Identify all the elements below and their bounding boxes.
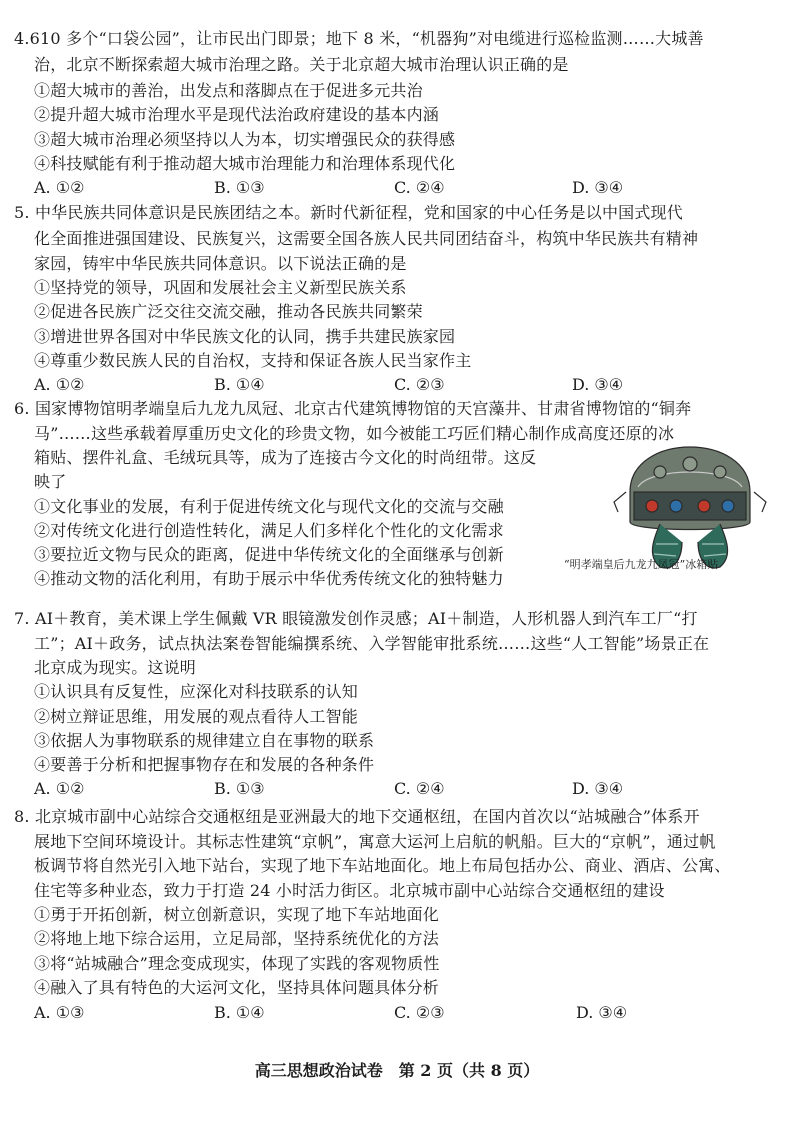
- q5-stem-line-2: 化全面推进强国建设、民族复兴，这需要全国各族人民共同团结奋斗，构筑中华民族共有精神: [34, 229, 699, 248]
- q8-item-4: ④融入了具有特色的大运河文化，坚持具体问题具体分析: [34, 978, 440, 997]
- q8-option-a: A. ①③: [34, 1003, 85, 1022]
- q7-stem-line-2: 工”；AI＋政务，试点执法案卷智能编撰系统、入学智能审批系统……这些“人工智能”场景正在: [34, 634, 710, 653]
- q4-stem-line-1: 4.610 多个“口袋公园”，让市民出门即景；地下 8 米，“机器狗”对电缆进行巡检监测……大城善: [14, 29, 704, 48]
- q5-option-b: B. ①④: [214, 375, 265, 394]
- q8-option-d: D. ③④: [576, 1003, 628, 1022]
- q6-item-1: ①文化事业的发展，有利于促进传统文化与现代文化的交流与交融: [34, 497, 504, 516]
- q8-item-1: ①勇于开拓创新，树立创新意识，实现了地下车站地面化: [34, 905, 440, 924]
- q8-item-3: ③将“站城融合”理念变成现实，体现了实践的客观物质性: [34, 954, 440, 973]
- q5-stem-line-3: 家园，铸牢中华民族共同体意识。以下说法正确的是: [34, 254, 407, 273]
- q4-stem-line-2: 治，北京不断探索超大城市治理之路。关于北京超大城市治理认识正确的是: [34, 55, 569, 74]
- q7-stem-line-3: 北京成为现实。这说明: [34, 658, 197, 677]
- q8-stem-line-3: 板调节将自然光引入地下站台，实现了地下车站地面化。地上布局包括办公、商业、酒店、公寓、: [34, 856, 731, 875]
- q5-option-a: A. ①②: [34, 375, 85, 394]
- q5-item-2: ②促进各民族广泛交往交流交融，推动各民族共同繁荣: [34, 302, 423, 321]
- q4-item-2: ②提升超大城市治理水平是现代法治政府建设的基本内涵: [34, 105, 440, 124]
- q5-option-c: C. ②③: [394, 375, 445, 394]
- q7-option-c: C. ②④: [394, 779, 445, 798]
- q8-stem-line-2: 展地下空间环境设计。其标志性建筑“京帆”，寓意大运河上启航的帆船。巨大的“京帆”，通过帆: [34, 832, 716, 851]
- q5-item-3: ③增进世界各国对中华民族文化的认同，携手共建民族家园: [34, 327, 456, 346]
- q7-option-a: A. ①②: [34, 779, 85, 798]
- q8-stem-line-1: 8. 北京城市副中心站综合交通枢纽是亚洲最大的地下交通枢纽，在国内首次以“站城融合”体系开: [14, 807, 700, 826]
- q8-item-2: ②将地上地下综合运用，立足局部，坚持系统优化的方法: [34, 929, 440, 948]
- q5-item-1: ①坚持党的领导，巩固和发展社会主义新型民族关系: [34, 278, 407, 297]
- q7-stem-line-1: 7. AI＋教育，美术课上学生佩戴 VR 眼镜激发创作灵感；AI＋制造，人形机器人到汽车工厂“打: [14, 609, 698, 628]
- q8-option-b: B. ①④: [214, 1003, 265, 1022]
- q8-option-c: C. ②③: [394, 1003, 445, 1022]
- q6-stem-line-2: 马”……这些承载着厚重历史文化的珍贵文物，如今被能工巧匠们精心制作成高度还原的冰: [34, 424, 675, 443]
- q5-stem-line-1: 5. 中华民族共同体意识是民族团结之本。新时代新征程，党和国家的中心任务是以中国式现代: [14, 203, 683, 222]
- q7-item-1: ①认识具有反复性，应深化对科技联系的认知: [34, 682, 359, 701]
- q7-item-3: ③依据人为事物联系的规律建立自在事物的联系: [34, 731, 375, 750]
- q7-option-b: B. ①③: [214, 779, 265, 798]
- q5-item-4: ④尊重少数民族人民的自治权，支持和保证各族人民当家作主: [34, 351, 472, 370]
- q4-item-3: ③超大城市治理必须坚持以人为本，切实增强民众的获得感: [34, 130, 456, 149]
- q7-option-d: D. ③④: [572, 779, 624, 798]
- q6-stem-line-4: 映了: [34, 472, 67, 491]
- q7-item-2: ②树立辩证思维，用发展的观点看待人工智能: [34, 707, 359, 726]
- q4-item-4: ④科技赋能有利于推动超大城市治理能力和治理体系现代化: [34, 154, 456, 173]
- q4-item-1: ①超大城市的善治，出发点和落脚点在于促进多元共治: [34, 81, 423, 100]
- page-footer: 高三思想政治试卷 第 2 页（共 8 页）: [254, 1061, 540, 1080]
- figure-caption: “明孝端皇后九龙九凤冠”冰箱贴: [564, 558, 719, 571]
- q4-option-d: D. ③④: [572, 178, 624, 197]
- q4-option-b: B. ①③: [214, 178, 265, 197]
- q6-item-2: ②对传统文化进行创造性转化，满足人们多样化个性化的文化需求: [34, 521, 504, 540]
- q6-item-3: ③要拉近文物与民众的距离，促进中华传统文化的全面继承与创新: [34, 545, 504, 564]
- q5-option-d: D. ③④: [572, 375, 624, 394]
- q6-stem-line-3: 箱贴、摆件礼盒、毛绒玩具等，成为了连接古今文化的时尚纽带。这反: [34, 448, 537, 467]
- q4-option-a: A. ①②: [34, 178, 85, 197]
- q4-option-c: C. ②④: [394, 178, 445, 197]
- q6-item-4: ④推动文物的活化利用，有助于展示中华优秀传统文化的独特魅力: [34, 569, 504, 588]
- q7-item-4: ④要善于分析和把握事物存在和发展的各种条件: [34, 755, 375, 774]
- q8-stem-line-4: 住宅等多种业态，致力于打造 24 小时活力街区。北京城市副中心站综合交通枢纽的建设: [34, 881, 665, 900]
- q6-stem-line-1: 6. 国家博物馆明孝端皇后九龙九凤冠、北京古代建筑博物馆的天宫藻井、甘肃省博物馆的“铜奔: [14, 399, 692, 418]
